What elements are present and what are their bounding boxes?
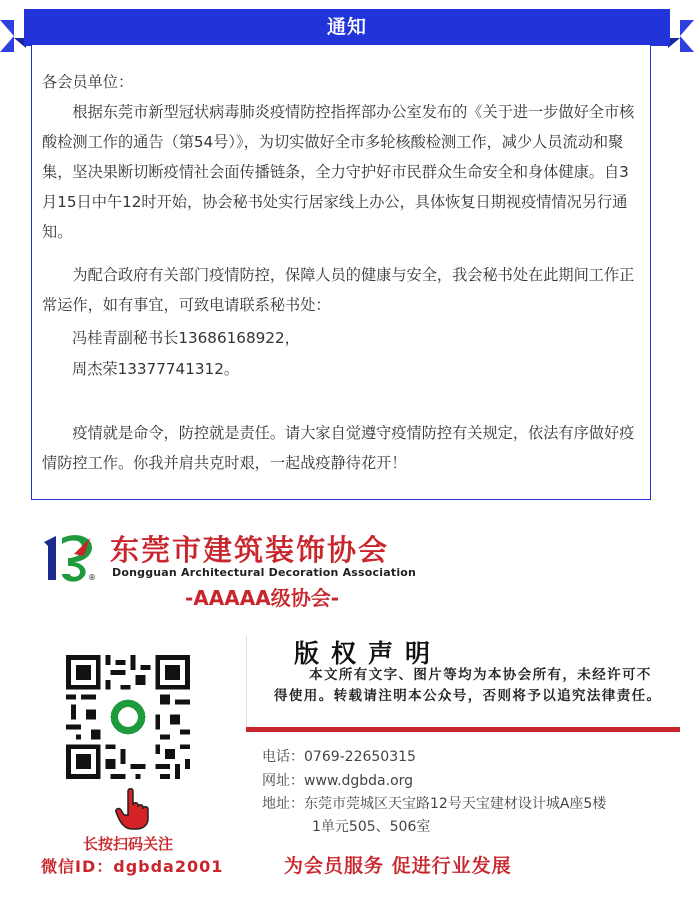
qr-caption-wechat-id: 微信ID：dgbda2001 — [41, 857, 224, 876]
divider-vertical — [246, 636, 247, 731]
contact-person-2: 周杰荣13377741312。 — [72, 360, 240, 378]
contact-person-1: 冯桂青副秘书长13686168922， — [72, 329, 300, 347]
association-grade: -AAAAA级协会- — [185, 586, 339, 610]
qr-code[interactable] — [66, 655, 190, 779]
copyright-title: 版权声明 — [294, 639, 443, 668]
registered-mark: ® — [88, 573, 96, 582]
notice-paragraph-1: 根据东莞市新型冠状病毒肺炎疫情防控指挥部办公室发布的《关于进一步做好全市核酸检测工作的通告（第54号）》，为切实做好全市多轮核酸检测工作，减少人员流动和聚集，坚决果断切断疫情社会面传播链条，全力守护好市民群众生命安全和身体健康。自3月15日中午12时开始，协会秘书处实行居家线上办公，具体恢复日期视疫情情况另行通知。 — [42, 103, 635, 241]
pointing-hand-icon — [114, 787, 154, 831]
slogan: 为会员服务 促进行业发展 — [284, 855, 512, 877]
contact-address-line1: 地址：东莞市莞城区天宝路12号天宝建材设计城A座5楼 — [262, 796, 607, 812]
association-name-en: Dongguan Architectural Decoration Association — [112, 566, 417, 579]
contact-website: 网址：www.dgbda.org — [262, 773, 414, 789]
qr-caption-follow: 长按扫码关注 — [83, 835, 174, 853]
salutation: 各会员单位： — [42, 73, 134, 91]
divider-red-bar — [246, 727, 680, 732]
copyright-body: 本文所有文字、图片等均为本协会所有，未经许可不得使用。转载请注明本公众号，否则将予以追究法律责任。 — [274, 667, 662, 704]
notice-title: 通知 — [24, 9, 670, 46]
ribbon-tail-left — [0, 20, 14, 52]
contact-phone: 电话：0769-22650315 — [262, 749, 416, 765]
association-name-cn: 东莞市建筑装饰协会 — [110, 533, 390, 567]
notice-paragraph-2: 为配合政府有关部门疫情防控，保障人员的健康与安全，我会秘书处在此期间工作正常运作，如有事宜，可致电请联系秘书处： — [42, 266, 635, 314]
contact-address-line2: 1单元505、506室 — [312, 819, 431, 835]
notice-box — [31, 45, 651, 500]
ribbon-tail-right — [680, 20, 694, 52]
notice-paragraph-3: 疫情就是命令，防控就是责任。请大家自觉遵守疫情防控有关规定，依法有序做好疫情防控工作。你我并肩共克时艰，一起战疫静待花开！ — [42, 424, 635, 472]
